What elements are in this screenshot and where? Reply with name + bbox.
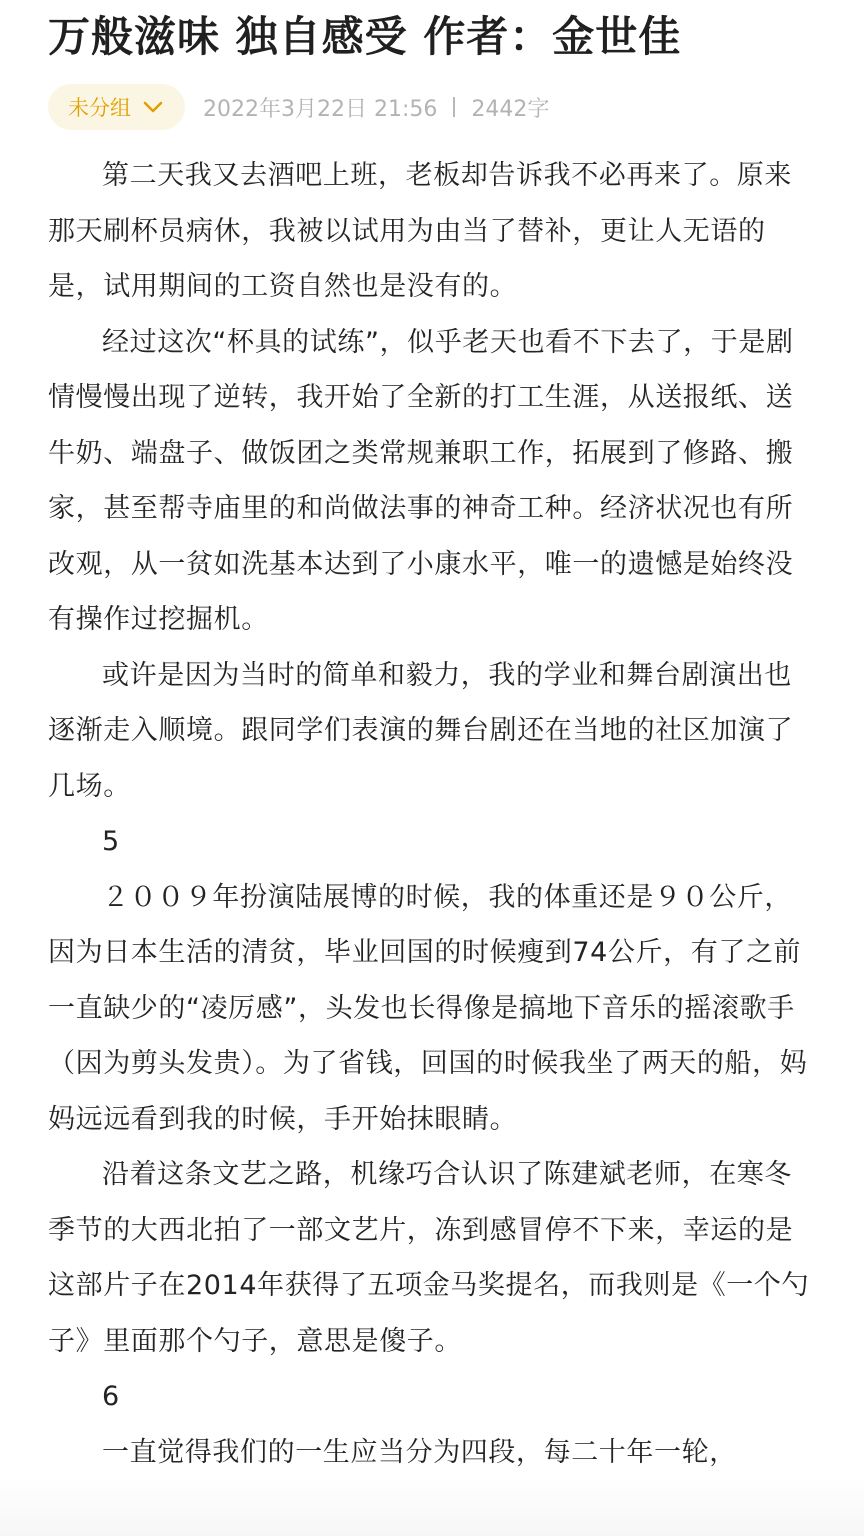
paragraph-4: ２００９年扮演陆展博的时候，我的体重还是９０公斤，因为日本生活的清贫，毕业回国的时候瘦到74公斤，有了之前一直缺少的“凌厉感”，头发也长得像是搞地下音乐的摇滚歌手（因为剪头发贵）。为了省钱，回国的时候我坐了两天的船，妈妈远远看到我的时候，手开始抹眼睛。 xyxy=(48,881,808,1135)
chevron-down-icon xyxy=(141,95,165,119)
meta-divider xyxy=(453,97,455,117)
paragraph-6: 一直觉得我们的一生应当分为四段，每二十年一轮， xyxy=(102,1436,737,1468)
paragraph-5: 沿着这条文艺之路，机缘巧合认识了陈建斌老师，在寒冬季节的大西北拍了一部文艺片，冻到感冒停不下来，幸运的是这部片子在2014年获得了五项金马奖提名，而我则是《一个勺子》里面那个勺子，意思是傻子。 xyxy=(48,1159,810,1357)
group-label: 未分组 xyxy=(68,96,131,120)
group-selector-button[interactable] xyxy=(48,84,185,130)
paragraph-2: 经过这次“杯具的试练”，似乎老天也看不下去了，于是剧情慢慢出现了逆转，我开始了全新的打工生涯，从送报纸、送牛奶、端盘子、做饭团之类常规兼职工作，拓展到了修路、搬家，甚至帮寺庙里的和尚做法事的神奇工种。经济状况也有所改观，从一贫如洗基本达到了小康水平，唯一的遗憾是始终没有操作过挖掘机。 xyxy=(48,326,794,635)
article-date: 2022年3月22日 21:56 xyxy=(203,96,438,122)
paragraph-1: 第二天我又去酒吧上班，老板却告诉我不必再来了。原来那天刷杯员病休，我被以试用为由当了替补，更让人无语的是，试用期间的工资自然也是没有的。 xyxy=(48,160,792,302)
bottom-fade xyxy=(0,1476,864,1536)
section-number-5: 5 xyxy=(102,826,120,857)
article-title: 万般滋味 独自感受 作者：金世佳 xyxy=(48,12,682,61)
article-meta xyxy=(48,84,549,130)
paragraph-3: 或许是因为当时的简单和毅力，我的学业和舞台剧演出也逐渐走入顺境。跟同学们表演的舞台剧还在当地的社区加演了几场。 xyxy=(48,659,794,802)
meta-info xyxy=(203,92,549,123)
word-count: 2442字 xyxy=(471,96,550,122)
article-body xyxy=(48,148,816,1480)
section-number-6: 6 xyxy=(102,1381,120,1412)
